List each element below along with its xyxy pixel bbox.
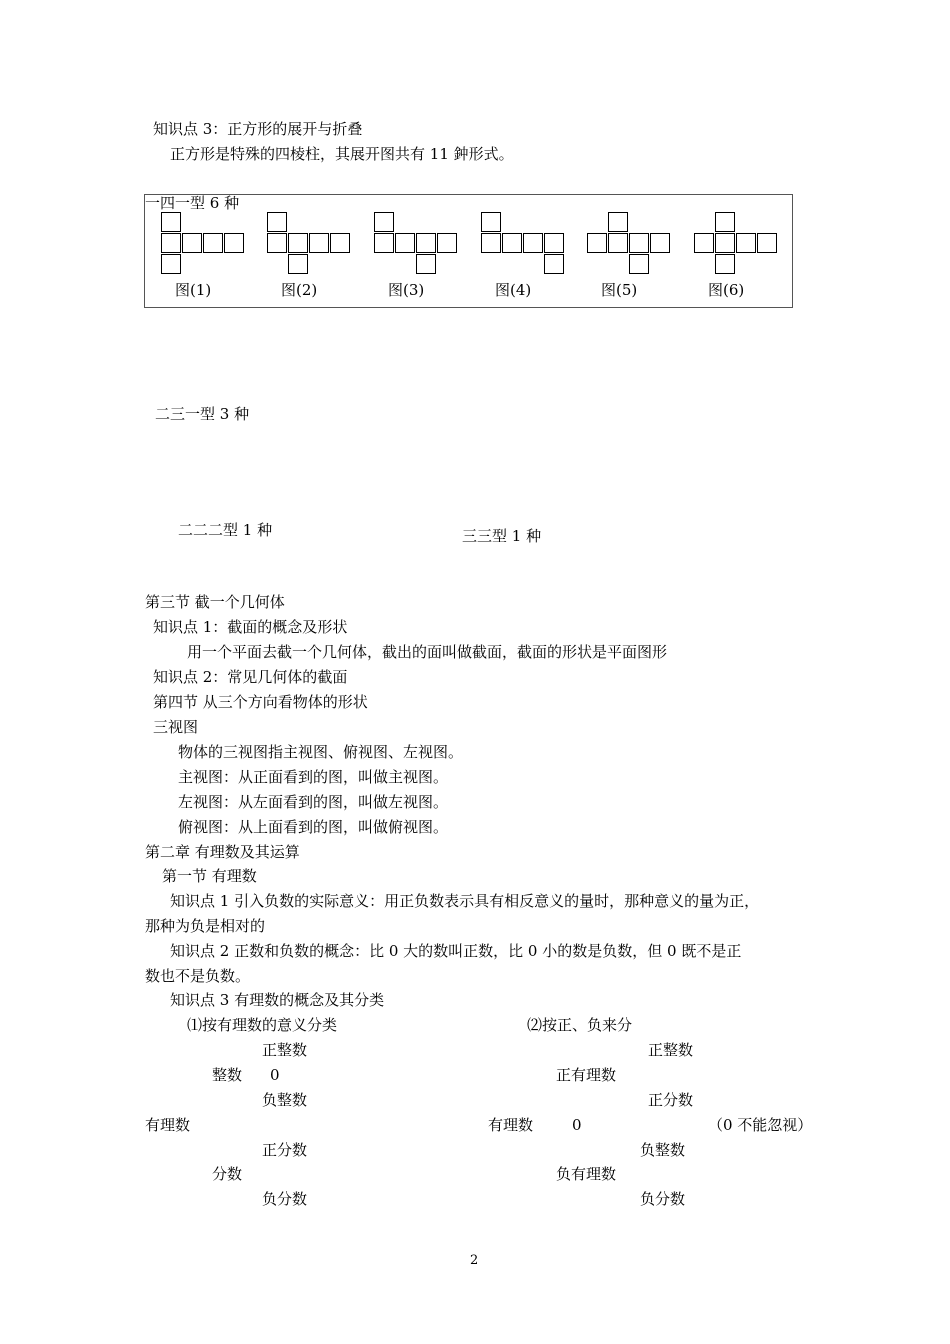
class-right-pos-rational: 正有理数 xyxy=(556,1066,617,1084)
section3-point2: 知识点 2：常见几何体的截面 xyxy=(153,668,348,686)
type-222-label: 二二二型 1 种 xyxy=(178,521,273,539)
figure-label: 一四一型 6 种 xyxy=(145,194,240,212)
net-square xyxy=(587,233,607,253)
type-231-label: 二三一型 3 种 xyxy=(155,405,250,423)
net-square xyxy=(330,233,350,253)
net-square xyxy=(267,233,287,253)
section3-title: 第三节 截一个几何体 xyxy=(145,593,285,611)
class-left-rational: 有理数 xyxy=(145,1116,191,1134)
class-right-rational: 有理数 xyxy=(488,1116,534,1134)
chapter2-title: 第二章 有理数及其运算 xyxy=(145,843,300,861)
net-square xyxy=(416,233,436,253)
net-square xyxy=(288,254,308,274)
net-square xyxy=(224,233,244,253)
net-square xyxy=(309,233,329,253)
class-left-integer: 整数 xyxy=(212,1066,243,1084)
section3-point1-text: 用一个平面去截一个几何体，截出的面叫做截面，截面的形状是平面图形 xyxy=(187,643,668,661)
net-square xyxy=(715,254,735,274)
net-square xyxy=(608,212,628,232)
net-caption-1: 图(1) xyxy=(175,281,212,299)
class-left-pos-int: 正整数 xyxy=(262,1041,308,1059)
class-left-title: ⑴按有理数的意义分类 xyxy=(187,1016,338,1034)
class-left-neg-int: 负整数 xyxy=(262,1091,308,1109)
net-square xyxy=(650,233,670,253)
net-square xyxy=(267,212,287,232)
net-square xyxy=(544,233,564,253)
section4-title: 第四节 从三个方向看物体的形状 xyxy=(153,693,368,711)
class-right-pos-int: 正整数 xyxy=(648,1041,694,1059)
section3-point1: 知识点 1：截面的概念及形状 xyxy=(153,618,348,636)
net-caption-4: 图(4) xyxy=(495,281,532,299)
kp3-title: 知识点 3 有理数的概念及其分类 xyxy=(170,991,385,1009)
three-views-line4: 俯视图：从上面看到的图，叫做俯视图。 xyxy=(178,818,449,836)
net-square xyxy=(502,233,522,253)
class-right-neg-rational: 负有理数 xyxy=(556,1165,617,1183)
net-caption-3: 图(3) xyxy=(388,281,425,299)
net-square xyxy=(481,233,501,253)
three-views-heading: 三视图 xyxy=(153,718,199,736)
net-square xyxy=(288,233,308,253)
cube-nets-figure xyxy=(144,194,793,308)
class-right-title: ⑵按正、负来分 xyxy=(527,1016,633,1034)
net-square xyxy=(715,233,735,253)
net-square xyxy=(715,212,735,232)
class-left-pos-frac: 正分数 xyxy=(262,1141,308,1159)
net-caption-6: 图(6) xyxy=(708,281,745,299)
class-left-neg-frac: 负分数 xyxy=(262,1190,308,1208)
class-right-neg-frac: 负分数 xyxy=(640,1190,686,1208)
net-square xyxy=(629,254,649,274)
three-views-line1: 物体的三视图指主视图、俯视图、左视图。 xyxy=(178,743,464,761)
class-right-pos-frac: 正分数 xyxy=(648,1091,694,1109)
class-right-neg-int: 负整数 xyxy=(640,1141,686,1159)
kp1-line2: 那种为负是相对的 xyxy=(145,917,266,935)
net-caption-2: 图(2) xyxy=(281,281,318,299)
net-caption-5: 图(5) xyxy=(601,281,638,299)
class-right-note: （0 不能忽视） xyxy=(708,1116,813,1134)
net-square xyxy=(395,233,415,253)
kp2-line2: 数也不是负数。 xyxy=(145,967,251,985)
net-square xyxy=(608,233,628,253)
three-views-line2: 主视图：从正面看到的图，叫做主视图。 xyxy=(178,768,449,786)
type-33-label: 三三型 1 种 xyxy=(462,527,542,545)
heading-knowledge-point-3: 知识点 3：正方形的展开与折叠 xyxy=(153,120,363,138)
three-views-line3: 左视图：从左面看到的图，叫做左视图。 xyxy=(178,793,449,811)
net-square xyxy=(629,233,649,253)
net-square xyxy=(182,233,202,253)
net-square xyxy=(161,212,181,232)
net-square xyxy=(523,233,543,253)
net-square xyxy=(481,212,501,232)
net-square xyxy=(437,233,457,253)
intro-text: 正方形是特殊的四棱柱，其展开图共有 11 鈡形式。 xyxy=(170,145,514,163)
net-square xyxy=(694,233,714,253)
kp2-line1: 知识点 2 正数和负数的概念：比 0 大的数叫正数，比 0 小的数是负数，但 0 既不是正 xyxy=(170,942,742,960)
class-left-fraction: 分数 xyxy=(212,1165,243,1183)
chapter2-section1: 第一节 有理数 xyxy=(162,867,257,885)
net-square xyxy=(374,212,394,232)
kp1-line1: 知识点 1 引入负数的实际意义：用正负数表示具有相反意义的量时，那种意义的量为正， xyxy=(170,892,760,910)
class-right-zero: 0 xyxy=(572,1116,582,1134)
net-square xyxy=(757,233,777,253)
net-square xyxy=(374,233,394,253)
net-square xyxy=(544,254,564,274)
net-square xyxy=(416,254,436,274)
page-number: 2 xyxy=(470,1253,479,1268)
net-square xyxy=(736,233,756,253)
net-square xyxy=(161,233,181,253)
net-square xyxy=(203,233,223,253)
class-left-zero: 0 xyxy=(270,1066,280,1084)
net-square xyxy=(161,254,181,274)
